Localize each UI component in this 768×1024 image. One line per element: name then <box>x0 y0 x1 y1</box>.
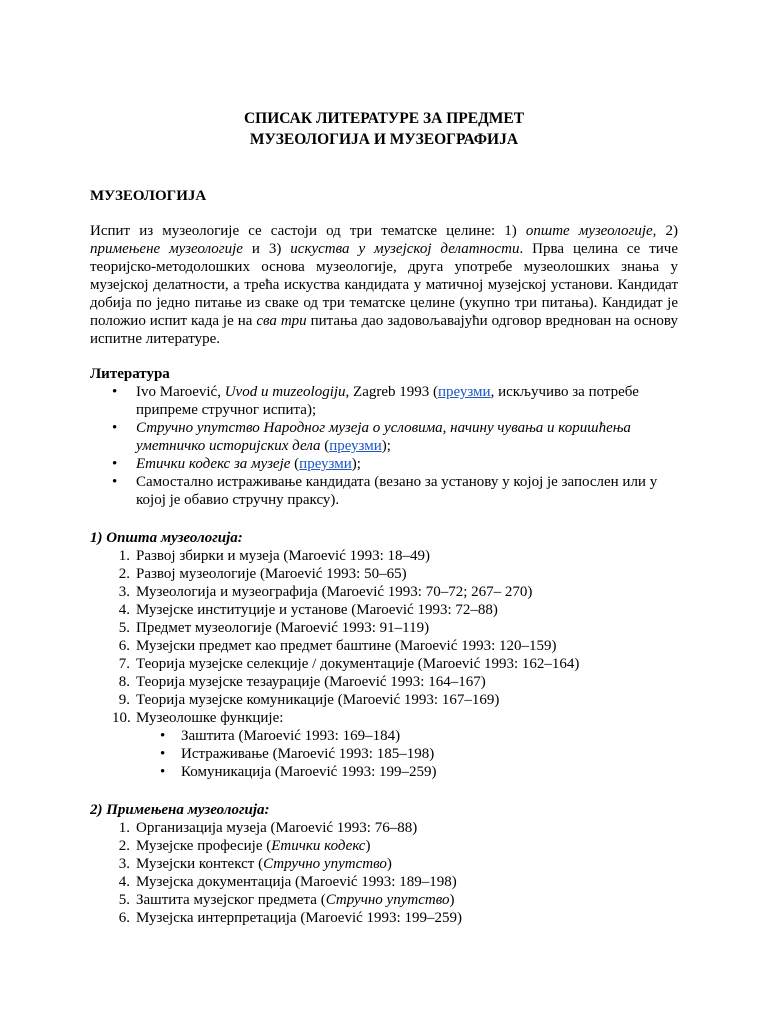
list-item: 8. Теорија музејске тезаурације (Maroević 1993: 164–167) <box>118 674 486 690</box>
intro-line: добија по једно питање из сваке од три тематске целине (укупно три питања). Кандидат је <box>90 295 678 311</box>
list-item: • Стручно упутство Народног музеја о условима, начину чувања и коришћења уметничко историјских дела (преузми); <box>112 420 631 454</box>
list-item: 10. Музеолошке функције: <box>112 710 284 726</box>
part2-list <box>112 819 672 927</box>
list-item: 2. Музејске професије (Етички кодекс) <box>118 838 371 854</box>
bullet-icon: • <box>160 728 166 744</box>
list-item: 3. Музејски контекст (Стручно упутство) <box>118 856 392 872</box>
list-item: 2. Развој музеологије (Maroević 1993: 50–65) <box>118 566 407 582</box>
intro-paragraph <box>90 222 678 348</box>
list-item: • Етички кодекс за музеје (преузми); <box>112 456 361 472</box>
list-item: • Заштита (Maroević 1993: 169–184) <box>160 728 401 744</box>
list-item: 9. Теорија музејске комуникације (Maroević 1993: 167–169) <box>118 692 500 708</box>
bullet-icon: • <box>160 746 166 762</box>
bullet-icon: • <box>112 474 118 490</box>
list-item: 7. Теорија музејске селекције / документације (Maroević 1993: 162–164) <box>118 656 580 672</box>
list-item: 5. Предмет музеологије (Maroević 1993: 91–119) <box>118 620 430 636</box>
part1-list <box>112 547 672 727</box>
bullet-icon: • <box>112 420 118 436</box>
intro-line: музејској делатности, а трећа искуства кандидата у матичној музејској установи. Кандидат <box>90 277 678 293</box>
list-item: • Комуникација (Maroević 1993: 199–259) <box>160 764 437 780</box>
bullet-icon: • <box>112 456 118 472</box>
bullet-icon: • <box>160 764 166 780</box>
section-heading: МУЗЕОЛОГИЈА <box>90 188 207 204</box>
list-item: 4. Музејска документација (Maroević 1993: 189–198) <box>118 874 457 890</box>
title-line-2: МУЗЕОЛОГИЈА И МУЗЕОГРАФИЈА <box>249 131 519 148</box>
list-item: 1. Развој збирки и музеја (Maroević 1993: 18–49) <box>118 548 431 564</box>
intro-line: испитне литературе. <box>90 331 220 347</box>
list-item: 1. Организација музеја (Maroević 1993: 76–88) <box>118 820 418 836</box>
list-item: 3. Музеологија и музеографија (Maroević 1993: 70–72; 267– 270) <box>118 584 533 600</box>
literature-heading: Литература <box>90 366 170 382</box>
literature-list <box>112 383 672 509</box>
list-item: 6. Музејска интерпретација (Maroević 1993: 199–259) <box>118 910 462 926</box>
part1-sublist <box>160 727 660 781</box>
part2-heading: 2) Примењена музеологија: <box>90 802 270 818</box>
list-item: • Истраживање (Maroević 1993: 185–198) <box>160 746 435 762</box>
bullet-icon: • <box>112 384 118 400</box>
list-item: • Ivo Maroević, Uvod u muzeologiju, Zagreb 1993 (преузми, искључиво за потребе припреме стручног испита); <box>112 384 639 418</box>
intro-line: примењене музеологије и 3) искуства у музејској делатности. Прва целина се тиче <box>90 241 678 257</box>
intro-line: теоријско-методолошких основа музеологије, друга употребе музеолошких знања у <box>90 259 678 275</box>
download-link[interactable]: преузми <box>438 384 491 400</box>
list-item: 6. Музејски предмет као предмет баштине (Maroević 1993: 120–159) <box>118 638 557 654</box>
intro-line: положио испит када је на сва три питања дао задовољавајући одговор вреднован на основу <box>90 313 678 329</box>
download-link[interactable]: преузми <box>299 456 352 472</box>
title-line-1: СПИСАК ЛИТЕРАТУРЕ ЗА ПРЕДМЕТ <box>243 110 525 127</box>
intro-line: Испит из музеологије се састоји од три тематске целине: 1) опште музеологије, 2) <box>90 223 679 239</box>
list-item: 4. Музејске институције и установе (Maroević 1993: 72–88) <box>118 602 498 618</box>
list-item: 5. Заштита музејског предмета (Стручно упутство) <box>118 892 455 908</box>
list-item: • Самостално истраживање кандидата (везано за установу у којој је запослен или у којој је обавио стручну праксу). <box>112 474 658 508</box>
part1-heading: 1) Општа музеологија: <box>90 530 243 546</box>
download-link[interactable]: преузми <box>329 438 382 454</box>
